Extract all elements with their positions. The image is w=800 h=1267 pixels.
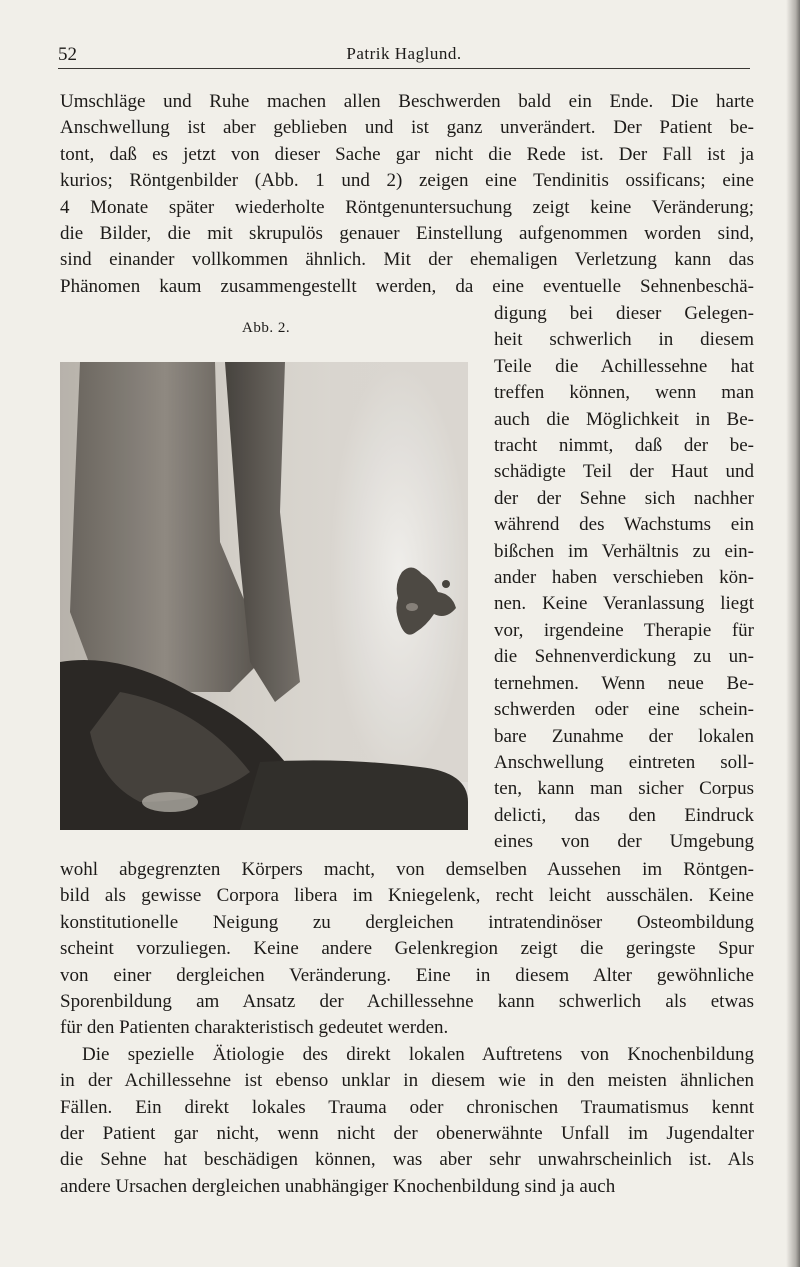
figure-caption: Abb. 2. <box>242 320 291 336</box>
text-line: tont, daß es jetzt von dieser Sache gar nicht die Rede ist. Der Fall ist ja <box>60 143 754 165</box>
text-line: Fällen. Ein direkt lokales Trauma oder chronischen Traumatismus kennt <box>60 1096 754 1118</box>
xray-figure <box>60 362 468 830</box>
paragraph-bottom <box>60 857 754 1200</box>
text-line: treffen können, wenn man <box>494 382 754 404</box>
text-line: vor, irgendeine Therapie für <box>494 619 754 641</box>
text-line: delicti, das den Eindruck <box>494 804 754 826</box>
text-line: der der Sehne sich nachher <box>494 487 754 509</box>
text-line: andere Ursachen dergleichen unabhängiger Knochenbildung sind ja auch <box>60 1175 616 1197</box>
text-line: Umschläge und Ruhe machen allen Beschwerden bald ein Ende. Die harte <box>60 91 754 112</box>
text-line: 4 Monate später wiederholte Röntgenuntersuchung zeigt keine Veränderung; <box>60 196 754 218</box>
text-line: Teile die Achillessehne hat <box>494 355 754 377</box>
text-line: schädigte Teil der Haut und <box>494 461 754 483</box>
text-line: ten, kann man sicher Corpus <box>494 778 754 800</box>
text-line: während des Wachstums ein <box>494 514 754 536</box>
text-line: Sporenbildung am Ansatz der Achillessehne kann schwerlich als etwas <box>60 991 754 1013</box>
text-line: die Sehnenverdickung zu un- <box>494 646 754 668</box>
paragraph-side <box>494 301 754 856</box>
text-line: digung bei dieser Gelegen- <box>494 303 754 324</box>
text-line: konstitutionelle Neigung zu dergleichen intratendinöser Osteombildung <box>60 911 754 933</box>
page-number: 52 <box>58 44 77 65</box>
text-line: die Sehne hat beschädigen können, was aber sehr unwahrscheinlich ist. Als <box>60 1149 754 1171</box>
text-line: ander haben verschieben kön- <box>494 567 754 589</box>
text-line: scheint vorzuliegen. Keine andere Gelenkregion zeigt die geringste Spur <box>60 938 754 960</box>
xray-image <box>60 362 468 830</box>
text-line: die Bilder, die mit skrupulös genauer Einstellung aufgenommen worden sind, <box>60 223 754 245</box>
text-line: bare Zunahme der lokalen <box>494 725 754 747</box>
running-head: Patrik Haglund. <box>346 44 462 63</box>
page-header <box>58 40 750 69</box>
text-line: heit schwerlich in diesem <box>494 329 754 351</box>
text-line: für den Patienten charakteristisch gedeutet werden. <box>60 1017 449 1039</box>
text-line: ternehmen. Wenn neue Be- <box>494 672 754 694</box>
text-line: Anschwellung ist aber geblieben und ist ganz unverändert. Der Patient be- <box>60 117 754 139</box>
text-line: schwerden oder eine schein- <box>494 699 754 721</box>
text-line: eines von der Umgebung <box>494 831 754 853</box>
paragraph-top <box>60 89 754 300</box>
text-line: von einer dergleichen Veränderung. Eine in diesem Alter gewöhnliche <box>60 964 754 986</box>
text-line: wohl abgegrenzten Körpers macht, von demselben Aussehen im Röntgen- <box>60 859 754 880</box>
text-line: Die spezielle Ätiologie des direkt lokalen Auftretens von Knochenbildung <box>82 1043 754 1065</box>
text-line: tracht nimmt, daß der be- <box>494 435 754 457</box>
text-line: auch die Möglichkeit in Be- <box>494 408 754 430</box>
text-line: kurios; Röntgenbilder (Abb. 1 und 2) zeigen eine Tendinitis ossificans; eine <box>60 170 754 192</box>
text-line: der Patient gar nicht, wenn nicht der obenerwähnte Unfall im Jugendalter <box>60 1123 754 1145</box>
text-line: bißchen im Verhältnis zu ein- <box>494 540 754 562</box>
text-line: Phänomen kaum zusammengestellt werden, da eine eventuelle Sehnenbeschä- <box>60 275 754 297</box>
page-edge-shadow <box>786 0 800 1267</box>
text-line: bild als gewisse Corpora libera im Kniegelenk, recht leicht ausschälen. Keine <box>60 885 754 907</box>
text-line: Anschwellung eintreten soll- <box>494 751 754 773</box>
text-line: in der Achillessehne ist ebenso unklar in diesem wie in den meisten ähnlichen <box>60 1070 754 1092</box>
text-line: sind einander vollkommen ähnlich. Mit der ehemaligen Verletzung kann das <box>60 249 754 271</box>
text-line: nen. Keine Veranlassung liegt <box>494 593 754 615</box>
